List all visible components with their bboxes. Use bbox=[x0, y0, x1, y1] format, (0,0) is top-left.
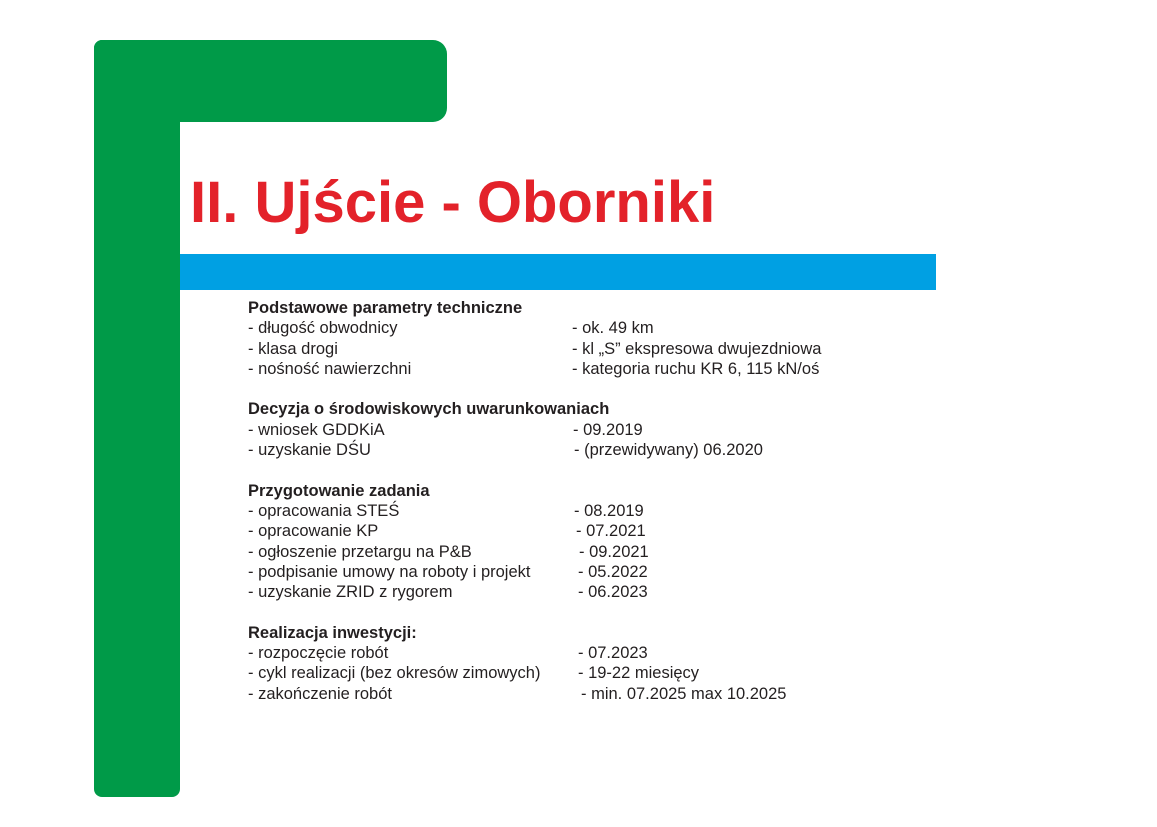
item-label: - uzyskanie ZRID z rygorem bbox=[248, 583, 453, 602]
item-value: - 09.2021 bbox=[579, 542, 649, 561]
content-block bbox=[248, 298, 948, 724]
section-environmental-decision bbox=[248, 399, 948, 460]
item-value: - kategoria ruchu KR 6, 115 kN/oś bbox=[572, 359, 820, 378]
section-investment-realization bbox=[248, 623, 948, 704]
item-value: - 05.2022 bbox=[578, 562, 648, 581]
item-label: - długość obwodnicy bbox=[248, 319, 398, 338]
list-item bbox=[248, 562, 948, 582]
list-item bbox=[248, 501, 948, 521]
item-label: - klasa drogi bbox=[248, 339, 338, 358]
item-label: - rozpoczęcie robót bbox=[248, 644, 389, 663]
section-task-preparation bbox=[248, 481, 948, 603]
list-item bbox=[248, 542, 948, 562]
item-label: - opracowanie KP bbox=[248, 522, 379, 541]
section-heading: Realizacja inwestycji: bbox=[248, 623, 417, 642]
section-heading: Przygotowanie zadania bbox=[248, 481, 430, 500]
list-item bbox=[248, 440, 948, 460]
item-label: - cykl realizacji (bez okresów zimowych) bbox=[248, 664, 541, 683]
item-label: - ogłoszenie przetargu na P&B bbox=[248, 542, 472, 561]
item-label: - opracowania STEŚ bbox=[248, 501, 400, 520]
list-item bbox=[248, 521, 948, 541]
item-value: - 07.2023 bbox=[578, 644, 648, 663]
list-item bbox=[248, 582, 948, 602]
item-value: - min. 07.2025 max 10.2025 bbox=[581, 684, 787, 703]
section-heading: Podstawowe parametry techniczne bbox=[248, 299, 523, 317]
item-label: - zakończenie robót bbox=[248, 684, 392, 703]
list-item bbox=[248, 420, 948, 440]
item-value: - 19-22 miesięcy bbox=[578, 664, 700, 683]
item-value: - 07.2021 bbox=[576, 522, 646, 541]
item-label: - nośność nawierzchni bbox=[248, 359, 412, 378]
section-technical-parameters bbox=[248, 298, 948, 379]
item-value: - 08.2019 bbox=[574, 501, 644, 520]
item-label: - wniosek GDDKiA bbox=[248, 420, 385, 439]
list-item bbox=[248, 684, 948, 704]
list-item bbox=[248, 318, 948, 338]
blue-divider-bar bbox=[180, 254, 936, 290]
item-value: - (przewidywany) 06.2020 bbox=[574, 441, 763, 460]
page-title: II. Ujście - Oborniki bbox=[190, 170, 716, 235]
item-value: - ok. 49 km bbox=[572, 319, 654, 338]
section-heading: Decyzja o środowiskowych uwarunkowaniach bbox=[248, 400, 610, 419]
green-frame-top bbox=[94, 40, 447, 122]
list-item bbox=[248, 643, 948, 663]
list-item bbox=[248, 359, 948, 379]
item-value: - kl „S” ekspresowa dwujezdniowa bbox=[572, 339, 822, 358]
green-frame-vertical bbox=[94, 40, 180, 797]
list-item bbox=[248, 339, 948, 359]
item-value: - 09.2019 bbox=[573, 420, 643, 439]
list-item bbox=[248, 663, 948, 683]
item-label: - podpisanie umowy na roboty i projekt bbox=[248, 562, 531, 581]
item-value: - 06.2023 bbox=[578, 583, 648, 602]
item-label: - uzyskanie DŚU bbox=[248, 441, 371, 460]
